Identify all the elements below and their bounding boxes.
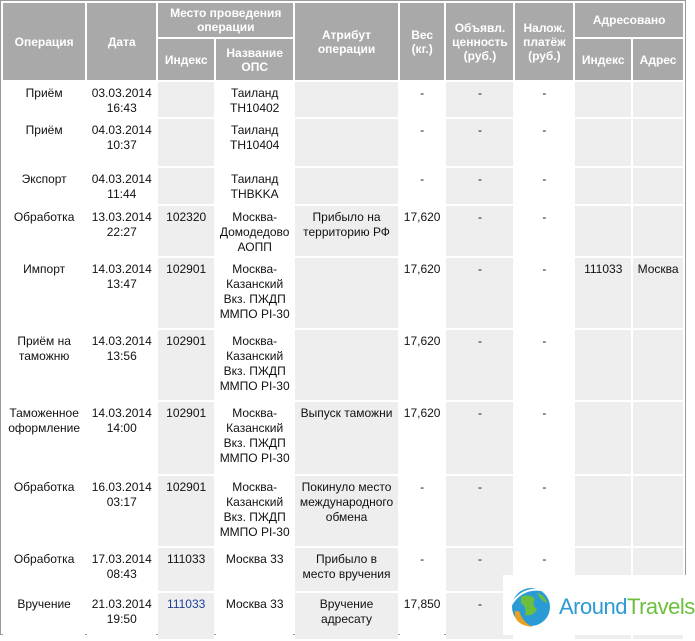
cell-addr-index xyxy=(575,168,631,204)
cell-weight: - xyxy=(400,119,445,166)
cell-operation: Приём xyxy=(3,119,85,166)
globe-icon xyxy=(507,581,557,631)
cell-weight: - xyxy=(400,548,445,591)
header-cod: Налож. платёж (руб.) xyxy=(515,3,573,80)
cell-operation: Обработка xyxy=(3,206,85,256)
cell-ops-name: Москва- Казанский Вкз. ПЖДП ММПО PI-30 xyxy=(216,258,293,328)
cell-index: 111033 xyxy=(158,548,214,591)
cell-declared-value: - xyxy=(446,476,513,546)
header-addr-address: Адрес xyxy=(633,39,683,80)
cell-addr-address: Москва xyxy=(633,258,683,328)
cell-ops-name: Москва- Казанский Вкз. ПЖДП ММПО PI-30 xyxy=(216,402,293,474)
cell-index: 111033 xyxy=(158,593,214,639)
cell-cod: - xyxy=(515,330,573,400)
header-place: Место проведения операции xyxy=(158,3,293,37)
cell-index xyxy=(158,119,214,166)
cell-cod: - xyxy=(515,476,573,546)
cell-weight: 17,620 xyxy=(400,206,445,256)
cell-weight: - xyxy=(400,168,445,204)
cell-operation: Вручение xyxy=(3,593,85,639)
cell-operation: Приём xyxy=(3,82,85,117)
cell-date: 13.03.2014 22:27 xyxy=(87,206,156,256)
logo-text-around: Around xyxy=(559,594,627,619)
cell-ops-name: Москва- Домодедово АОПП xyxy=(216,206,293,256)
cell-weight: - xyxy=(400,82,445,117)
cell-ops-name: Таиланд TH10402 xyxy=(216,82,293,117)
cell-cod: - xyxy=(515,119,573,166)
cell-cod: - xyxy=(515,258,573,328)
cell-declared-value: - xyxy=(446,258,513,328)
cell-cod: - xyxy=(515,168,573,204)
cell-addr-address xyxy=(633,119,683,166)
cell-date: 03.03.2014 16:43 xyxy=(87,82,156,117)
cell-index: 102901 xyxy=(158,258,214,328)
cell-ops-name: Таиланд TH10404 xyxy=(216,119,293,166)
header-ops-name: Название ОПС xyxy=(216,39,293,80)
cell-weight: 17,850 xyxy=(400,593,445,639)
header-operation: Операция xyxy=(3,3,85,80)
cell-date: 14.03.2014 13:47 xyxy=(87,258,156,328)
cell-declared-value: - xyxy=(446,548,513,591)
cell-addr-address xyxy=(633,168,683,204)
cell-date: 14.03.2014 14:00 xyxy=(87,402,156,474)
tracking-rows xyxy=(3,82,683,639)
tracking-table xyxy=(1,1,685,641)
cell-attribute xyxy=(295,82,398,117)
table-row xyxy=(3,476,683,546)
cell-attribute: Вручение адресату xyxy=(295,593,398,639)
cell-attribute xyxy=(295,119,398,166)
cell-ops-name: Москва- Казанский Вкз. ПЖДП ММПО PI-30 xyxy=(216,476,293,546)
table-row xyxy=(3,258,683,328)
cell-weight: 17,620 xyxy=(400,402,445,474)
cell-declared-value: - xyxy=(446,206,513,256)
cell-declared-value: - xyxy=(446,402,513,474)
table-row xyxy=(3,168,683,204)
cell-addr-index xyxy=(575,476,631,546)
cell-addr-index xyxy=(575,330,631,400)
cell-attribute: Прибыло в место вручения xyxy=(295,548,398,591)
cell-attribute xyxy=(295,330,398,400)
table-row xyxy=(3,402,683,474)
header-attribute: Атрибут операции xyxy=(295,3,398,80)
cell-index xyxy=(158,168,214,204)
cell-date: 21.03.2014 19:50 xyxy=(87,593,156,639)
cell-addr-index: 111033 xyxy=(575,258,631,328)
cell-date: 17.03.2014 08:43 xyxy=(87,548,156,591)
cell-declared-value: - xyxy=(446,593,513,639)
header-index: Индекс xyxy=(158,39,214,80)
cell-addr-address xyxy=(633,476,683,546)
header-weight: Вес (кг.) xyxy=(400,3,445,80)
cell-cod: - xyxy=(515,206,573,256)
table-row xyxy=(3,330,683,400)
cell-weight: - xyxy=(400,476,445,546)
cell-declared-value: - xyxy=(446,82,513,117)
header-addr-index: Индекс xyxy=(575,39,631,80)
cell-cod: - xyxy=(515,548,573,591)
header-declared-value: Объявл. ценность (руб.) xyxy=(446,3,513,80)
cell-attribute xyxy=(295,258,398,328)
cell-date: 16.03.2014 03:17 xyxy=(87,476,156,546)
cell-addr-index xyxy=(575,82,631,117)
cell-ops-name: Москва 33 xyxy=(216,548,293,591)
cell-index: 102901 xyxy=(158,402,214,474)
cell-cod: - xyxy=(515,402,573,474)
cell-attribute xyxy=(295,168,398,204)
cell-date: 04.03.2014 11:44 xyxy=(87,168,156,204)
logo-text-travels: Travels xyxy=(626,594,695,619)
cell-attribute: Покинуло место международного обмена xyxy=(295,476,398,546)
cell-addr-address xyxy=(633,82,683,117)
cell-addr-index xyxy=(575,402,631,474)
header-date: Дата xyxy=(87,3,156,80)
cell-weight: 17,620 xyxy=(400,258,445,328)
cell-index: 102901 xyxy=(158,476,214,546)
aroundtravels-logo xyxy=(503,575,695,635)
cell-operation: Обработка xyxy=(3,548,85,591)
cell-attribute: Выпуск таможни xyxy=(295,402,398,474)
header-addressed: Адресовано xyxy=(575,3,683,37)
cell-date: 14.03.2014 13:56 xyxy=(87,330,156,400)
cell-index xyxy=(158,82,214,117)
cell-declared-value: - xyxy=(446,119,513,166)
table-row xyxy=(3,82,683,117)
cell-operation: Экспорт xyxy=(3,168,85,204)
cell-index: 102901 xyxy=(158,330,214,400)
cell-date: 04.03.2014 10:37 xyxy=(87,119,156,166)
cell-addr-address xyxy=(633,330,683,400)
cell-addr-index xyxy=(575,119,631,166)
cell-addr-index xyxy=(575,206,631,256)
cell-addr-address xyxy=(633,206,683,256)
cell-operation: Таможенное оформление xyxy=(3,402,85,474)
table-row xyxy=(3,119,683,166)
cell-index: 102320 xyxy=(158,206,214,256)
cell-weight: 17,620 xyxy=(400,330,445,400)
logo-text xyxy=(559,594,695,620)
cell-ops-name: Москва 33 xyxy=(216,593,293,639)
cell-addr-address xyxy=(633,402,683,474)
cell-declared-value: - xyxy=(446,330,513,400)
cell-operation: Приём на таможню xyxy=(3,330,85,400)
table-row xyxy=(3,206,683,256)
cell-operation: Импорт xyxy=(3,258,85,328)
cell-ops-name: Таиланд THBKKA xyxy=(216,168,293,204)
cell-ops-name: Москва- Казанский Вкз. ПЖДП ММПО PI-30 xyxy=(216,330,293,400)
cell-cod: - xyxy=(515,82,573,117)
cell-operation: Обработка xyxy=(3,476,85,546)
cell-declared-value: - xyxy=(446,168,513,204)
cell-attribute: Прибыло на территорию РФ xyxy=(295,206,398,256)
